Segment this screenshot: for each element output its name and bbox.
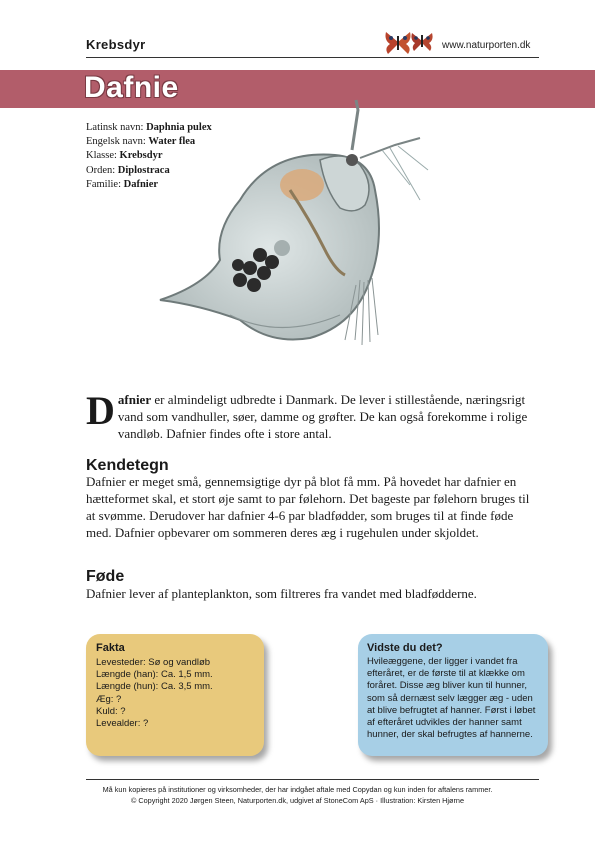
fakta-line: Æg: ?: [96, 693, 122, 705]
info-value: Krebsdyr: [119, 150, 163, 162]
footer-copyright: © Copyright 2020 Jørgen Steen, Naturporten.dk, udgivet af StoneCom ApS · Illustration: Kirsten Hjørne: [130, 796, 465, 805]
fakta-line: Længde (hun): Ca. 3,5 mm.: [96, 681, 213, 693]
info-label: Klasse:: [86, 150, 117, 162]
info-value: Water flea: [148, 136, 196, 148]
did-you-know-text: Hvileæggene, der ligger i vandet fra efteråret, er de første til at klække om foråret. Disse æg bliver kun til hunner, som så dernæst selv lægger æg - uden at blive befrugtet af hanner. Først i løbet af efteråret udvikles der hanner samt hunner, der skal befrugtes af hannerne.: [367, 656, 536, 741]
info-label: Familie:: [86, 178, 121, 190]
intro-text: er almindeligt udbredte i Danmark. De lever i stillestående, næringsrigt vand som vandhuller, søer, damme og grøfter. De kan også forekomme i rolige vandløb. Dafnier findes ofte i store antal.: [117, 392, 528, 441]
info-latin: [86, 121, 212, 135]
header-divider: [86, 57, 539, 58]
category-label: Krebsdyr: [86, 37, 146, 52]
info-family: [86, 178, 212, 192]
paragraph-fode: Dafnier lever af planteplankton, som filtreres fra vandet med bladfødderne.: [86, 586, 477, 601]
drop-cap: D: [86, 388, 115, 433]
fakta-line: Kuld: ?: [96, 705, 126, 717]
info-value: Daphnia pulex: [146, 122, 212, 133]
footer-divider: [86, 779, 539, 780]
site-url: www.naturporten.dk: [442, 40, 531, 51]
fakta-box: [86, 634, 264, 756]
fakta-title: Fakta: [96, 642, 125, 654]
info-english: [86, 135, 212, 149]
info-value: Diplostraca: [117, 164, 170, 176]
footer-license: Må kun kopieres på institutioner og virksomheder, der har indgået aftale med Copydan og kun inden for aftalens rammer.: [102, 785, 493, 794]
page-title: Dafnie: [84, 71, 179, 104]
info-value: Dafnier: [123, 178, 159, 190]
did-you-know-box: [358, 634, 548, 756]
fakta-line: Levesteder: Sø og vandløb: [96, 657, 211, 668]
species-info: [86, 121, 212, 192]
info-order: [86, 164, 212, 178]
fakta-line: Levealder: ?: [96, 718, 149, 730]
info-label: Latinsk navn:: [86, 122, 144, 133]
heading-kendetegn: Kendetegn: [86, 457, 169, 474]
intro-paragraph: [86, 388, 541, 442]
fakta-list: [96, 657, 213, 730]
did-you-know-title: Vidste du det?: [367, 642, 443, 654]
paragraph-kendetegn: Dafnier er meget små, gennemsigtige dyr på blot få mm. På hovedet har dafnier en hætteformet skal, et stort øje samt to par følehorn. Det bageste par følehorn bruges til at svømme. Derudover har dafnier 4-6 par bladfødder, som bruges til at finde føde med. Dafnier opbevarer om sommeren deres æg i rugehulen under skjoldet.: [86, 474, 530, 540]
intro-bold: afnier: [117, 392, 152, 407]
info-label: Engelsk navn:: [86, 136, 146, 148]
info-class: [86, 149, 212, 163]
info-label: Orden:: [86, 164, 116, 176]
heading-fode: Føde: [86, 568, 125, 585]
fakta-line: Længde (han): Ca. 1,5 mm.: [96, 669, 213, 681]
